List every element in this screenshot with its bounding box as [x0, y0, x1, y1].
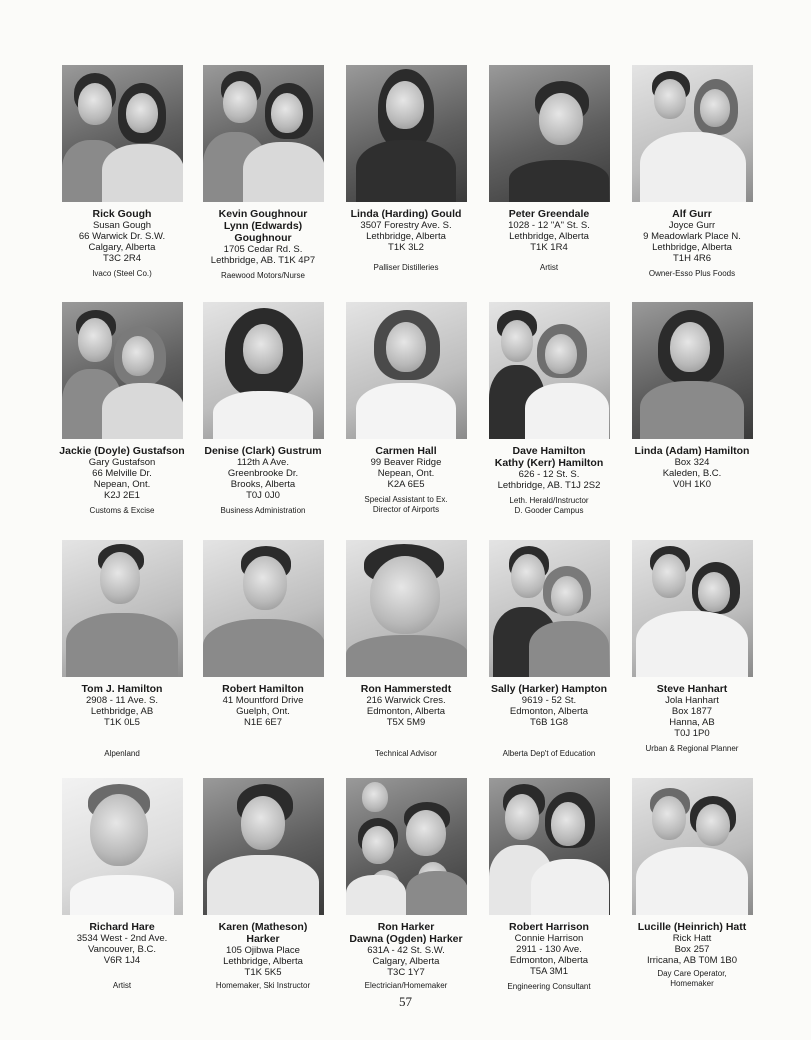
- portrait-photo: [346, 778, 467, 915]
- entry-name: Goughnour: [234, 232, 292, 244]
- page-number: 57: [399, 994, 412, 1009]
- entry-address: T3C 1Y7: [387, 967, 425, 978]
- entry-address: Rick Hatt: [672, 933, 712, 944]
- entry-occupation: Day Care Operator,: [657, 969, 727, 978]
- entry-occupation: Homemaker: [670, 979, 714, 988]
- entry-name: Steve Hanhart: [656, 683, 728, 695]
- entry-name: Kevin Goughnour: [218, 208, 308, 220]
- yearbook-entry: [331, 540, 481, 759]
- entry-occupation: Leth. Herald/Instructor: [509, 496, 589, 505]
- entry-address: T5A 3M1: [529, 966, 569, 977]
- entry-address: Box 1877: [671, 706, 713, 717]
- yearbook-entry: [331, 65, 481, 273]
- entry-address: 66 Warwick Dr. S.W.: [78, 231, 166, 242]
- entry-address: 66 Melville Dr.: [92, 468, 152, 479]
- entry-address: Susan Gough: [92, 220, 152, 231]
- entry-address: 626 - 12 St. S.: [518, 469, 580, 480]
- yearbook-entry: [617, 778, 767, 989]
- entry-address: Guelph, Ont.: [236, 706, 290, 717]
- entry-address: K2A 6E5: [387, 479, 425, 490]
- entry-occupation: Technical Advisor: [375, 749, 437, 758]
- entry-occupation: Electrician/Homemaker: [364, 981, 448, 990]
- entry-address: T1K 3L2: [388, 242, 424, 253]
- yearbook-entry: [188, 540, 338, 728]
- entry-name: Alf Gurr: [672, 208, 712, 220]
- entry-address: Hanna, AB: [669, 717, 715, 728]
- entry-address: Lethbridge, AB. T1K 4P7: [210, 255, 316, 266]
- yearbook-entry: [617, 540, 767, 754]
- yearbook-entry: [47, 540, 197, 759]
- portrait-photo: [632, 778, 753, 915]
- portrait-photo: [346, 540, 467, 677]
- entry-occupation: D. Gooder Campus: [514, 506, 584, 515]
- entry-address: Calgary, Alberta: [88, 242, 156, 253]
- portrait-photo: [62, 65, 183, 202]
- portrait-photo: [62, 778, 183, 915]
- entry-address: Lethbridge, AB: [90, 706, 154, 717]
- entry-occupation: Artist: [539, 263, 559, 272]
- entry-address: T0J 0J0: [246, 490, 280, 501]
- entry-address: Calgary, Alberta: [372, 956, 440, 967]
- entry-occupation: Alpenland: [104, 749, 140, 758]
- entry-name: Carmen Hall: [375, 445, 437, 457]
- entry-name: Dawna (Ogden) Harker: [349, 933, 463, 945]
- entry-address: Nepean, Ont.: [377, 468, 435, 479]
- entry-address: 112th A Ave.: [237, 457, 289, 468]
- entry-occupation: Engineering Consultant: [507, 982, 591, 991]
- entry-name: Jackie (Doyle) Gustafson: [59, 445, 185, 457]
- portrait-photo: [203, 540, 324, 677]
- portrait-photo: [489, 540, 610, 677]
- portrait-photo: [203, 302, 324, 439]
- entry-address: Lethbridge, Alberta: [223, 956, 303, 967]
- entry-address: 3534 West - 2nd Ave.: [76, 933, 168, 944]
- entry-name: Robert Hamilton: [222, 683, 304, 695]
- entry-address: T5X 5M9: [386, 717, 426, 728]
- yearbook-entry: [47, 778, 197, 991]
- entry-address: T0J 1P0: [674, 728, 710, 739]
- portrait-photo: [489, 65, 610, 202]
- portrait-photo: [632, 65, 753, 202]
- entry-address: 216 Warwick Cres.: [366, 695, 446, 706]
- entry-address: Brooks, Alberta: [230, 479, 296, 490]
- entry-address: Box 324: [674, 457, 710, 468]
- entry-occupation: Director of Airports: [372, 505, 440, 514]
- entry-name: Linda (Harding) Gould: [350, 208, 462, 220]
- entry-address: T3C 2R4: [102, 253, 141, 264]
- entry-address: Nepean, Ont.: [93, 479, 151, 490]
- entry-address: 631A - 42 St. S.W.: [367, 945, 445, 956]
- entry-name: Ron Hammerstedt: [360, 683, 452, 695]
- entry-address: 9 Meadowlark Place N.: [643, 231, 741, 242]
- entry-name: Dave Hamilton: [512, 445, 586, 457]
- portrait-photo: [203, 65, 324, 202]
- yearbook-entry: [331, 778, 481, 991]
- entry-address: Edmonton, Alberta: [509, 955, 589, 966]
- entry-name: Karen (Matheson): [218, 921, 308, 933]
- entry-address: Connie Harrison: [514, 933, 584, 944]
- entry-address: 9619 - 52 St.: [521, 695, 577, 706]
- portrait-photo: [632, 302, 753, 439]
- entry-occupation: Business Administration: [220, 506, 306, 515]
- entry-address: T1K 5K5: [244, 967, 282, 978]
- entry-occupation: Ivaco (Steel Co.): [92, 269, 152, 278]
- entry-address: Edmonton, Alberta: [366, 706, 446, 717]
- entry-address: 3507 Forestry Ave. S.: [360, 220, 452, 231]
- yearbook-entry: [47, 65, 197, 279]
- portrait-photo: [62, 302, 183, 439]
- entry-address: Irricana, AB T0M 1B0: [646, 955, 738, 966]
- yearbook-entry: [188, 302, 338, 516]
- entry-name: Harker: [246, 933, 280, 945]
- entry-name: Linda (Adam) Hamilton: [634, 445, 750, 457]
- yearbook-entry: [188, 778, 338, 991]
- yearbook-entry: [188, 65, 338, 281]
- entry-address: Greenbrooke Dr.: [227, 468, 299, 479]
- entry-name: Sally (Harker) Hampton: [490, 683, 608, 695]
- entry-address: Jola Hanhart: [665, 695, 719, 706]
- entry-address: T1K 1R4: [530, 242, 568, 253]
- entry-occupation: Raewood Motors/Nurse: [220, 271, 306, 280]
- yearbook-entry: [617, 302, 767, 490]
- entry-address: 2908 - 11 Ave. S.: [85, 695, 158, 706]
- yearbook-entry: [617, 65, 767, 279]
- entry-address: Lethbridge, AB. T1J 2S2: [497, 480, 601, 491]
- entry-occupation: Urban & Regional Planner: [645, 744, 739, 753]
- yearbook-entry: [474, 302, 624, 516]
- entry-name: Lucille (Heinrich) Hatt: [637, 921, 747, 933]
- entry-name: Ron Harker: [377, 921, 435, 933]
- entry-address: Lethbridge, Alberta: [652, 242, 732, 253]
- entry-address: N1E 6E7: [243, 717, 283, 728]
- yearbook-entry: [331, 302, 481, 515]
- entry-address: Edmonton, Alberta: [509, 706, 589, 717]
- entry-address: T6B 1G8: [529, 717, 569, 728]
- entry-occupation: Owner-Esso Plus Foods: [648, 269, 736, 278]
- entry-address: 99 Beaver Ridge: [370, 457, 442, 468]
- portrait-photo: [346, 65, 467, 202]
- entry-address: V6R 1J4: [103, 955, 141, 966]
- entry-address: Box 257: [674, 944, 710, 955]
- yearbook-entry: [47, 302, 197, 516]
- entry-occupation: Alberta Dep't of Education: [502, 749, 596, 758]
- entry-address: Lethbridge, Alberta: [366, 231, 446, 242]
- entry-name: Richard Hare: [89, 921, 155, 933]
- yearbook-entry: [474, 540, 624, 759]
- yearbook-entry: [474, 65, 624, 273]
- portrait-photo: [489, 302, 610, 439]
- entry-occupation: Artist: [112, 981, 132, 990]
- entry-name: Lynn (Edwards): [223, 220, 303, 232]
- entry-name: Tom J. Hamilton: [81, 683, 163, 695]
- entry-occupation: Palliser Distilleries: [373, 263, 439, 272]
- entry-address: 1705 Cedar Rd. S.: [223, 244, 303, 255]
- entry-name: Robert Harrison: [509, 921, 589, 933]
- entry-address: T1H 4R6: [672, 253, 711, 264]
- entry-address: Vancouver, B.C.: [88, 944, 156, 955]
- entry-address: 2911 - 130 Ave.: [516, 944, 582, 955]
- entry-address: V0H 1K0: [672, 479, 712, 490]
- entry-name: Peter Greendale: [508, 208, 590, 220]
- entry-address: T1K 0L5: [104, 717, 140, 728]
- entry-address: Lethbridge, Alberta: [509, 231, 589, 242]
- yearbook-entry: [474, 778, 624, 992]
- entry-address: 105 Ojibwa Place: [226, 945, 300, 956]
- entry-name: Rick Gough: [92, 208, 152, 220]
- portrait-photo: [203, 778, 324, 915]
- entry-address: 41 Mountford Drive: [222, 695, 304, 706]
- entry-name: Denise (Clark) Gustrum: [204, 445, 322, 457]
- portrait-photo: [346, 302, 467, 439]
- portrait-photo: [489, 778, 610, 915]
- entry-address: K2J 2E1: [104, 490, 140, 501]
- entry-address: Gary Gustafson: [88, 457, 156, 468]
- entry-occupation: Homemaker, Ski Instructor: [215, 981, 311, 990]
- entry-occupation: Customs & Excise: [89, 506, 155, 515]
- portrait-photo: [632, 540, 753, 677]
- entry-name: Kathy (Kerr) Hamilton: [494, 457, 604, 469]
- portrait-photo: [62, 540, 183, 677]
- entry-address: Kaleden, B.C.: [662, 468, 722, 479]
- entry-address: Joyce Gurr: [668, 220, 716, 231]
- entry-address: 1028 - 12 "A" St. S.: [508, 220, 590, 231]
- entry-occupation: Special Assistant to Ex.: [364, 495, 448, 504]
